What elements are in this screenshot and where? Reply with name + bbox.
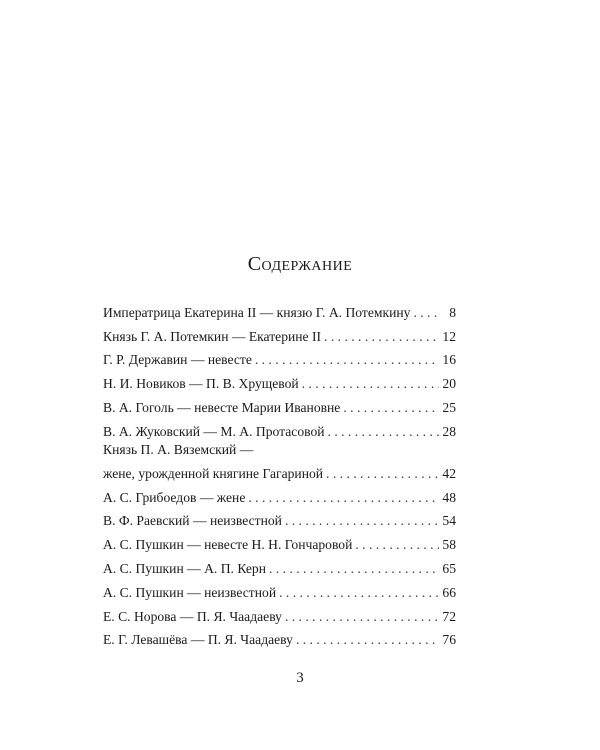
toc-entry-label: А. С. Грибоедов — жене bbox=[103, 489, 246, 505]
dot-leader bbox=[302, 376, 440, 392]
toc-entry[interactable] bbox=[103, 297, 456, 321]
toc-entry[interactable] bbox=[103, 506, 456, 530]
toc-entry[interactable] bbox=[103, 345, 456, 369]
dot-leader bbox=[328, 424, 440, 440]
dot-leader bbox=[248, 490, 439, 506]
toc-entry-page: 28 bbox=[442, 423, 456, 439]
toc-entry-label: Н. И. Новиков — П. В. Хрущевой bbox=[103, 376, 299, 392]
toc-entry-page: 72 bbox=[442, 608, 456, 624]
toc-entry-page: 65 bbox=[442, 560, 456, 576]
toc-entry-page: 54 bbox=[442, 513, 456, 529]
toc-entry[interactable] bbox=[103, 368, 456, 392]
toc-entry-label: Е. С. Норова — П. Я. Чаадаеву bbox=[103, 608, 282, 624]
toc-entry-label: А. С. Пушкин — невесте Н. Н. Гончаровой bbox=[103, 537, 353, 553]
toc-entry-page: 20 bbox=[442, 376, 456, 392]
toc-entry[interactable] bbox=[103, 416, 456, 440]
toc-entry-label: жене, урожденной княгине Гагариной bbox=[103, 465, 324, 481]
toc-entry[interactable] bbox=[103, 553, 456, 577]
dot-leader bbox=[413, 305, 441, 321]
dot-leader bbox=[326, 466, 439, 482]
table-of-contents bbox=[103, 297, 456, 648]
toc-entry-page: 12 bbox=[442, 328, 456, 344]
toc-entry-page: 76 bbox=[442, 632, 456, 648]
toc-entry-page: 48 bbox=[442, 489, 456, 505]
toc-entry-label-line1: Князь П. А. Вяземский — bbox=[103, 441, 254, 457]
toc-entry[interactable] bbox=[103, 482, 456, 506]
toc-entry[interactable] bbox=[103, 392, 456, 416]
toc-entry-page: 58 bbox=[442, 537, 456, 553]
toc-entry[interactable] bbox=[103, 442, 456, 482]
toc-entry-page: 16 bbox=[442, 352, 456, 368]
toc-entry-label: В. А. Гоголь — невесте Марии Ивановне bbox=[103, 399, 341, 415]
toc-entry-label: Императрица Екатерина II — князю Г. А. Потемкину bbox=[103, 304, 411, 320]
toc-entry-page: 25 bbox=[442, 399, 456, 415]
toc-entry-label: А. С. Пушкин — неизвестной bbox=[103, 584, 277, 600]
toc-entry[interactable] bbox=[103, 601, 456, 625]
dot-leader bbox=[255, 352, 440, 368]
dot-leader bbox=[296, 632, 439, 648]
page-title: Содержание bbox=[247, 253, 353, 275]
toc-entry[interactable] bbox=[103, 529, 456, 553]
page-number: 3 bbox=[296, 670, 304, 686]
toc-entry-label: В. Ф. Раевский — неизвестной bbox=[103, 513, 282, 529]
dot-leader bbox=[355, 537, 439, 553]
toc-entry-label: А. С. Пушкин — А. П. Керн bbox=[103, 560, 266, 576]
toc-entry-page: 8 bbox=[449, 304, 456, 320]
dot-leader bbox=[285, 609, 439, 625]
toc-entry-page: 66 bbox=[442, 584, 456, 600]
toc-entry-label: Е. Г. Левашёва — П. Я. Чаадаеву bbox=[103, 632, 293, 648]
toc-entry-label: Князь Г. А. Потемкин — Екатерине II bbox=[103, 328, 322, 344]
toc-entry-label: Г. Р. Державин — невесте bbox=[103, 352, 252, 368]
dot-leader bbox=[324, 329, 439, 345]
dot-leader bbox=[269, 561, 439, 577]
toc-entry-page: 42 bbox=[442, 465, 456, 481]
toc-entry[interactable] bbox=[103, 577, 456, 601]
dot-leader bbox=[343, 400, 439, 416]
dot-leader bbox=[285, 513, 439, 529]
toc-entry[interactable] bbox=[103, 625, 456, 649]
toc-entry-label: В. А. Жуковский — М. А. Протасовой bbox=[103, 423, 325, 439]
dot-leader bbox=[279, 585, 439, 601]
toc-entry[interactable] bbox=[103, 321, 456, 345]
